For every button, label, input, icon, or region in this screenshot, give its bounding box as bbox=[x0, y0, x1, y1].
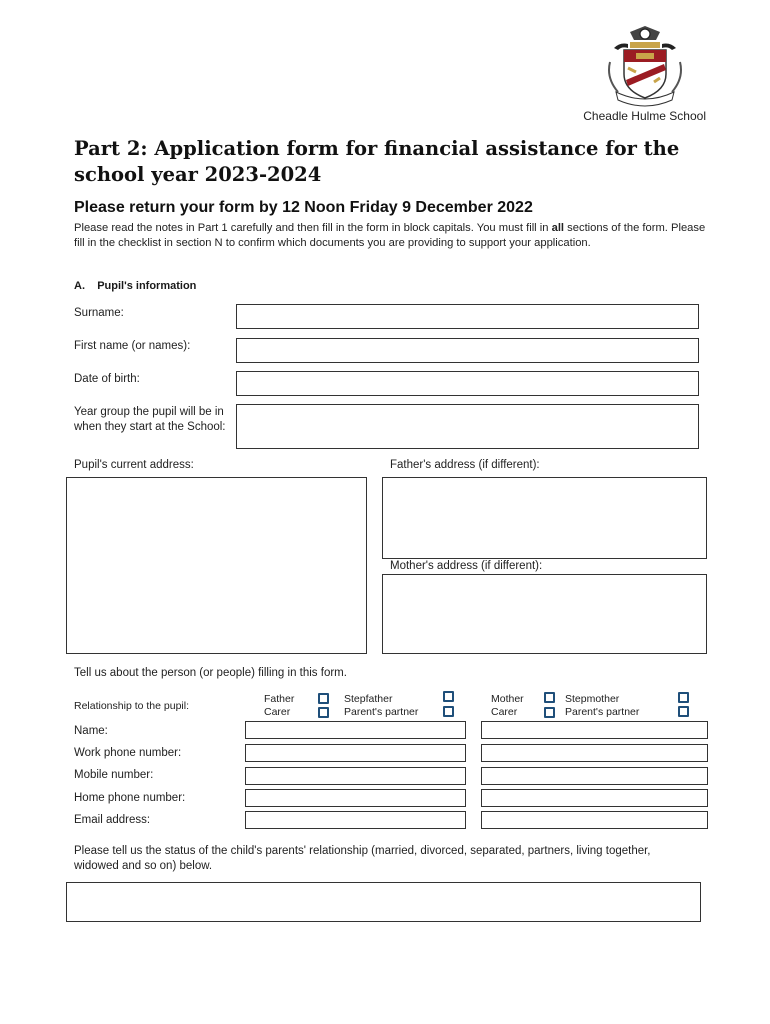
name-field-2[interactable] bbox=[481, 721, 708, 739]
intro-text-before: Please read the notes in Part 1 carefully and then fill in the form in block capitals. You must fill in bbox=[74, 222, 552, 234]
work-phone-label: Work phone number: bbox=[74, 747, 182, 759]
carer-checkbox-2[interactable] bbox=[544, 707, 555, 718]
col2-mother-label: Mother bbox=[491, 693, 524, 705]
email-field-2[interactable] bbox=[481, 811, 708, 829]
work-phone-field-1[interactable] bbox=[245, 744, 466, 762]
col1-carer-label: Carer bbox=[264, 706, 291, 718]
mobile-label: Mobile number: bbox=[74, 769, 154, 781]
col1-partner-label: Parent's partner bbox=[344, 706, 419, 718]
surname-label: Surname: bbox=[74, 307, 124, 319]
section-a-heading: A. Pupil's information bbox=[74, 280, 197, 292]
mother-address-label: Mother's address (if different): bbox=[390, 560, 543, 572]
pupil-address-label: Pupil's current address: bbox=[74, 459, 194, 471]
home-phone-field-1[interactable] bbox=[245, 789, 466, 807]
school-name: Cheadle Hulme School bbox=[583, 109, 706, 123]
mother-address-field[interactable] bbox=[382, 574, 707, 654]
home-phone-field-2[interactable] bbox=[481, 789, 708, 807]
stepfather-checkbox[interactable] bbox=[443, 691, 454, 702]
partner-checkbox-1[interactable] bbox=[443, 706, 454, 717]
home-phone-label: Home phone number: bbox=[74, 792, 186, 804]
year-group-label: Year group the pupil will be in when they start at the School: bbox=[74, 406, 226, 433]
col2-partner-label: Parent's partner bbox=[565, 706, 640, 718]
intro-paragraph bbox=[74, 221, 714, 251]
mother-checkbox[interactable] bbox=[544, 692, 555, 703]
email-field-1[interactable] bbox=[245, 811, 466, 829]
name-label: Name: bbox=[74, 725, 108, 737]
name-field-1[interactable] bbox=[245, 721, 466, 739]
intro-text-after: sections of the form. Please fill in the checklist in section N to confirm which documents you are providing to support your application. bbox=[74, 222, 706, 249]
first-name-label: First name (or names): bbox=[74, 340, 191, 352]
persons-intro: Tell us about the person (or people) filling in this form. bbox=[74, 667, 347, 679]
col2-stepmother-label: Stepmother bbox=[565, 693, 620, 705]
status-question: Please tell us the status of the child's parents' relationship (married, divorced, separated, partners, living together, widowed and so on) below. bbox=[74, 845, 651, 872]
dob-label: Date of birth: bbox=[74, 373, 140, 385]
col1-father-label: Father bbox=[264, 693, 295, 705]
dob-field[interactable] bbox=[236, 371, 699, 396]
email-label: Email address: bbox=[74, 814, 151, 826]
col1-stepfather-label: Stepfather bbox=[344, 693, 393, 705]
carer-checkbox-1[interactable] bbox=[318, 707, 329, 718]
col2-carer-label: Carer bbox=[491, 706, 518, 718]
first-name-field[interactable] bbox=[236, 338, 699, 363]
father-checkbox[interactable] bbox=[318, 693, 329, 704]
relationship-label: Relationship to the pupil: bbox=[74, 700, 189, 712]
father-address-label: Father's address (if different): bbox=[390, 459, 540, 471]
work-phone-field-2[interactable] bbox=[481, 744, 708, 762]
school-crest-logo bbox=[600, 22, 690, 112]
page-title: Part 2: Application form for financial assistance for the school year 2023-2024 bbox=[74, 137, 680, 186]
father-address-field[interactable] bbox=[382, 477, 707, 559]
pupil-address-field[interactable] bbox=[66, 477, 367, 654]
mobile-field-2[interactable] bbox=[481, 767, 708, 785]
deadline-subtitle: Please return your form by 12 Noon Friday 9 December 2022 bbox=[74, 199, 533, 216]
intro-emphasis: all bbox=[551, 222, 565, 234]
surname-field[interactable] bbox=[236, 304, 699, 329]
year-group-field[interactable] bbox=[236, 404, 699, 449]
status-field[interactable] bbox=[66, 882, 701, 922]
partner-checkbox-2[interactable] bbox=[678, 706, 689, 717]
stepmother-checkbox[interactable] bbox=[678, 692, 689, 703]
mobile-field-1[interactable] bbox=[245, 767, 466, 785]
